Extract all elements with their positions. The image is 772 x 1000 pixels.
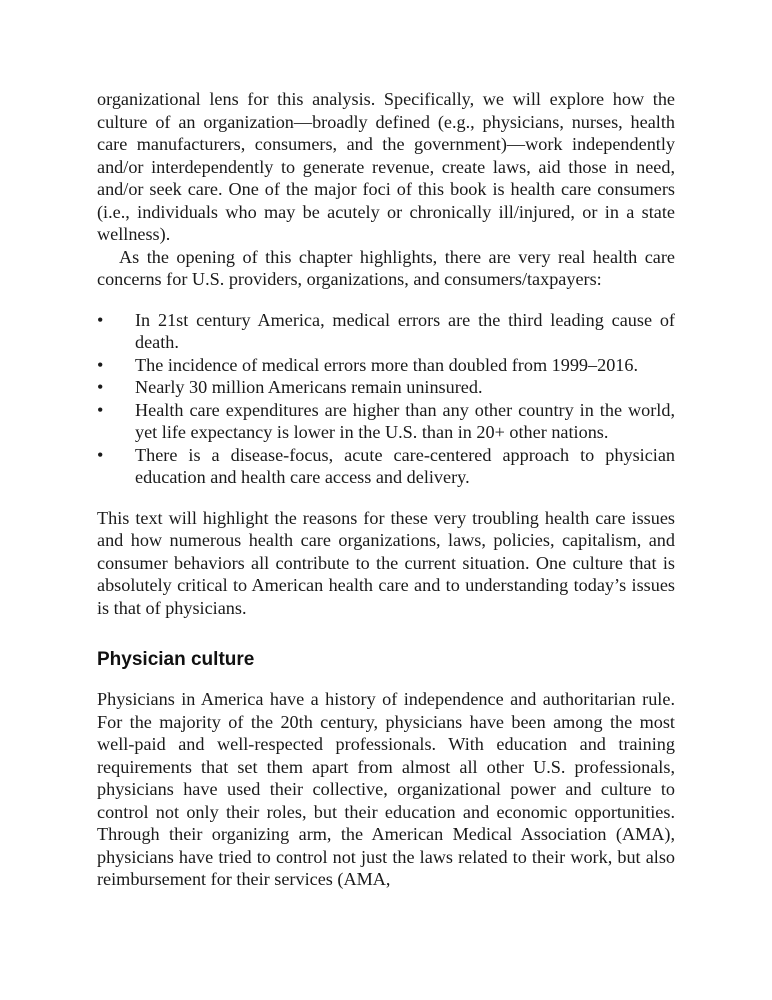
list-item (97, 354, 675, 377)
bullet-icon: • (97, 354, 104, 375)
list-item (97, 376, 675, 399)
bullet-icon: • (97, 377, 104, 397)
list-item-text: Health care expenditures are higher than any other country in the world, yet life expectancy is lower in the U.S. than in 20+ other nations. (135, 399, 675, 442)
concerns-bullet-list (97, 309, 675, 489)
paragraph-organizational-lens: organizational lens for this analysis. Specifically, we will explore how the culture of an organization—broadly defined (e.g., physicians, nurses, health care manufacturers, consumers, and the government)—work independently and/or interdependently to generate revenue, create laws, aid those in need, and/or seek care. One of the major foci of this book is health care consumers (i.e., individuals who may be acutely or chronically ill/injured, or in a state wellness). (97, 89, 675, 244)
bullet-icon: • (97, 309, 104, 330)
list-item-text: Nearly 30 million Americans remain uninsured. (135, 377, 483, 397)
list-item-text: There is a disease-focus, acute care-centered approach to physician education and health care access and delivery. (135, 444, 675, 487)
bullet-icon: • (97, 444, 104, 465)
list-item (97, 399, 675, 444)
list-item (97, 444, 675, 489)
paragraph-chapter-concerns: As the opening of this chapter highlights, there are very real health care concerns for U.S. providers, organizations, and consumers/taxpayers: (97, 246, 675, 289)
paragraph-physician-history: Physicians in America have a history of independence and authoritarian rule. For the majority of the 20th century, physicians have been among the most well-paid and well-respected professionals. With education and training requirements that set them apart from almost all other U.S. professionals, physicians have used their collective, organizational power and culture to control not only their roles, but their education and economic opportunities. Through their organizing arm, the American Medical Association (AMA), physicians have tried to control not just the laws related to their work, but also reimbursement for their services (AMA, (97, 689, 675, 889)
page-content (97, 88, 675, 891)
list-item-text: In 21st century America, medical errors are the third leading cause of death. (135, 309, 675, 352)
section-heading-physician-culture: Physician culture (97, 649, 255, 670)
list-item-text: The incidence of medical errors more than doubled from 1999–2016. (135, 354, 639, 375)
bullet-icon: • (97, 399, 104, 420)
paragraph-troubling-issues: This text will highlight the reasons for these very troubling health care issues and how numerous health care organizations, laws, policies, capitalism, and consumer behaviors all contribute to the current situation. One culture that is absolutely critical to American health care and to understanding today’s issues is that of physicians. (97, 507, 675, 618)
list-item (97, 309, 675, 354)
